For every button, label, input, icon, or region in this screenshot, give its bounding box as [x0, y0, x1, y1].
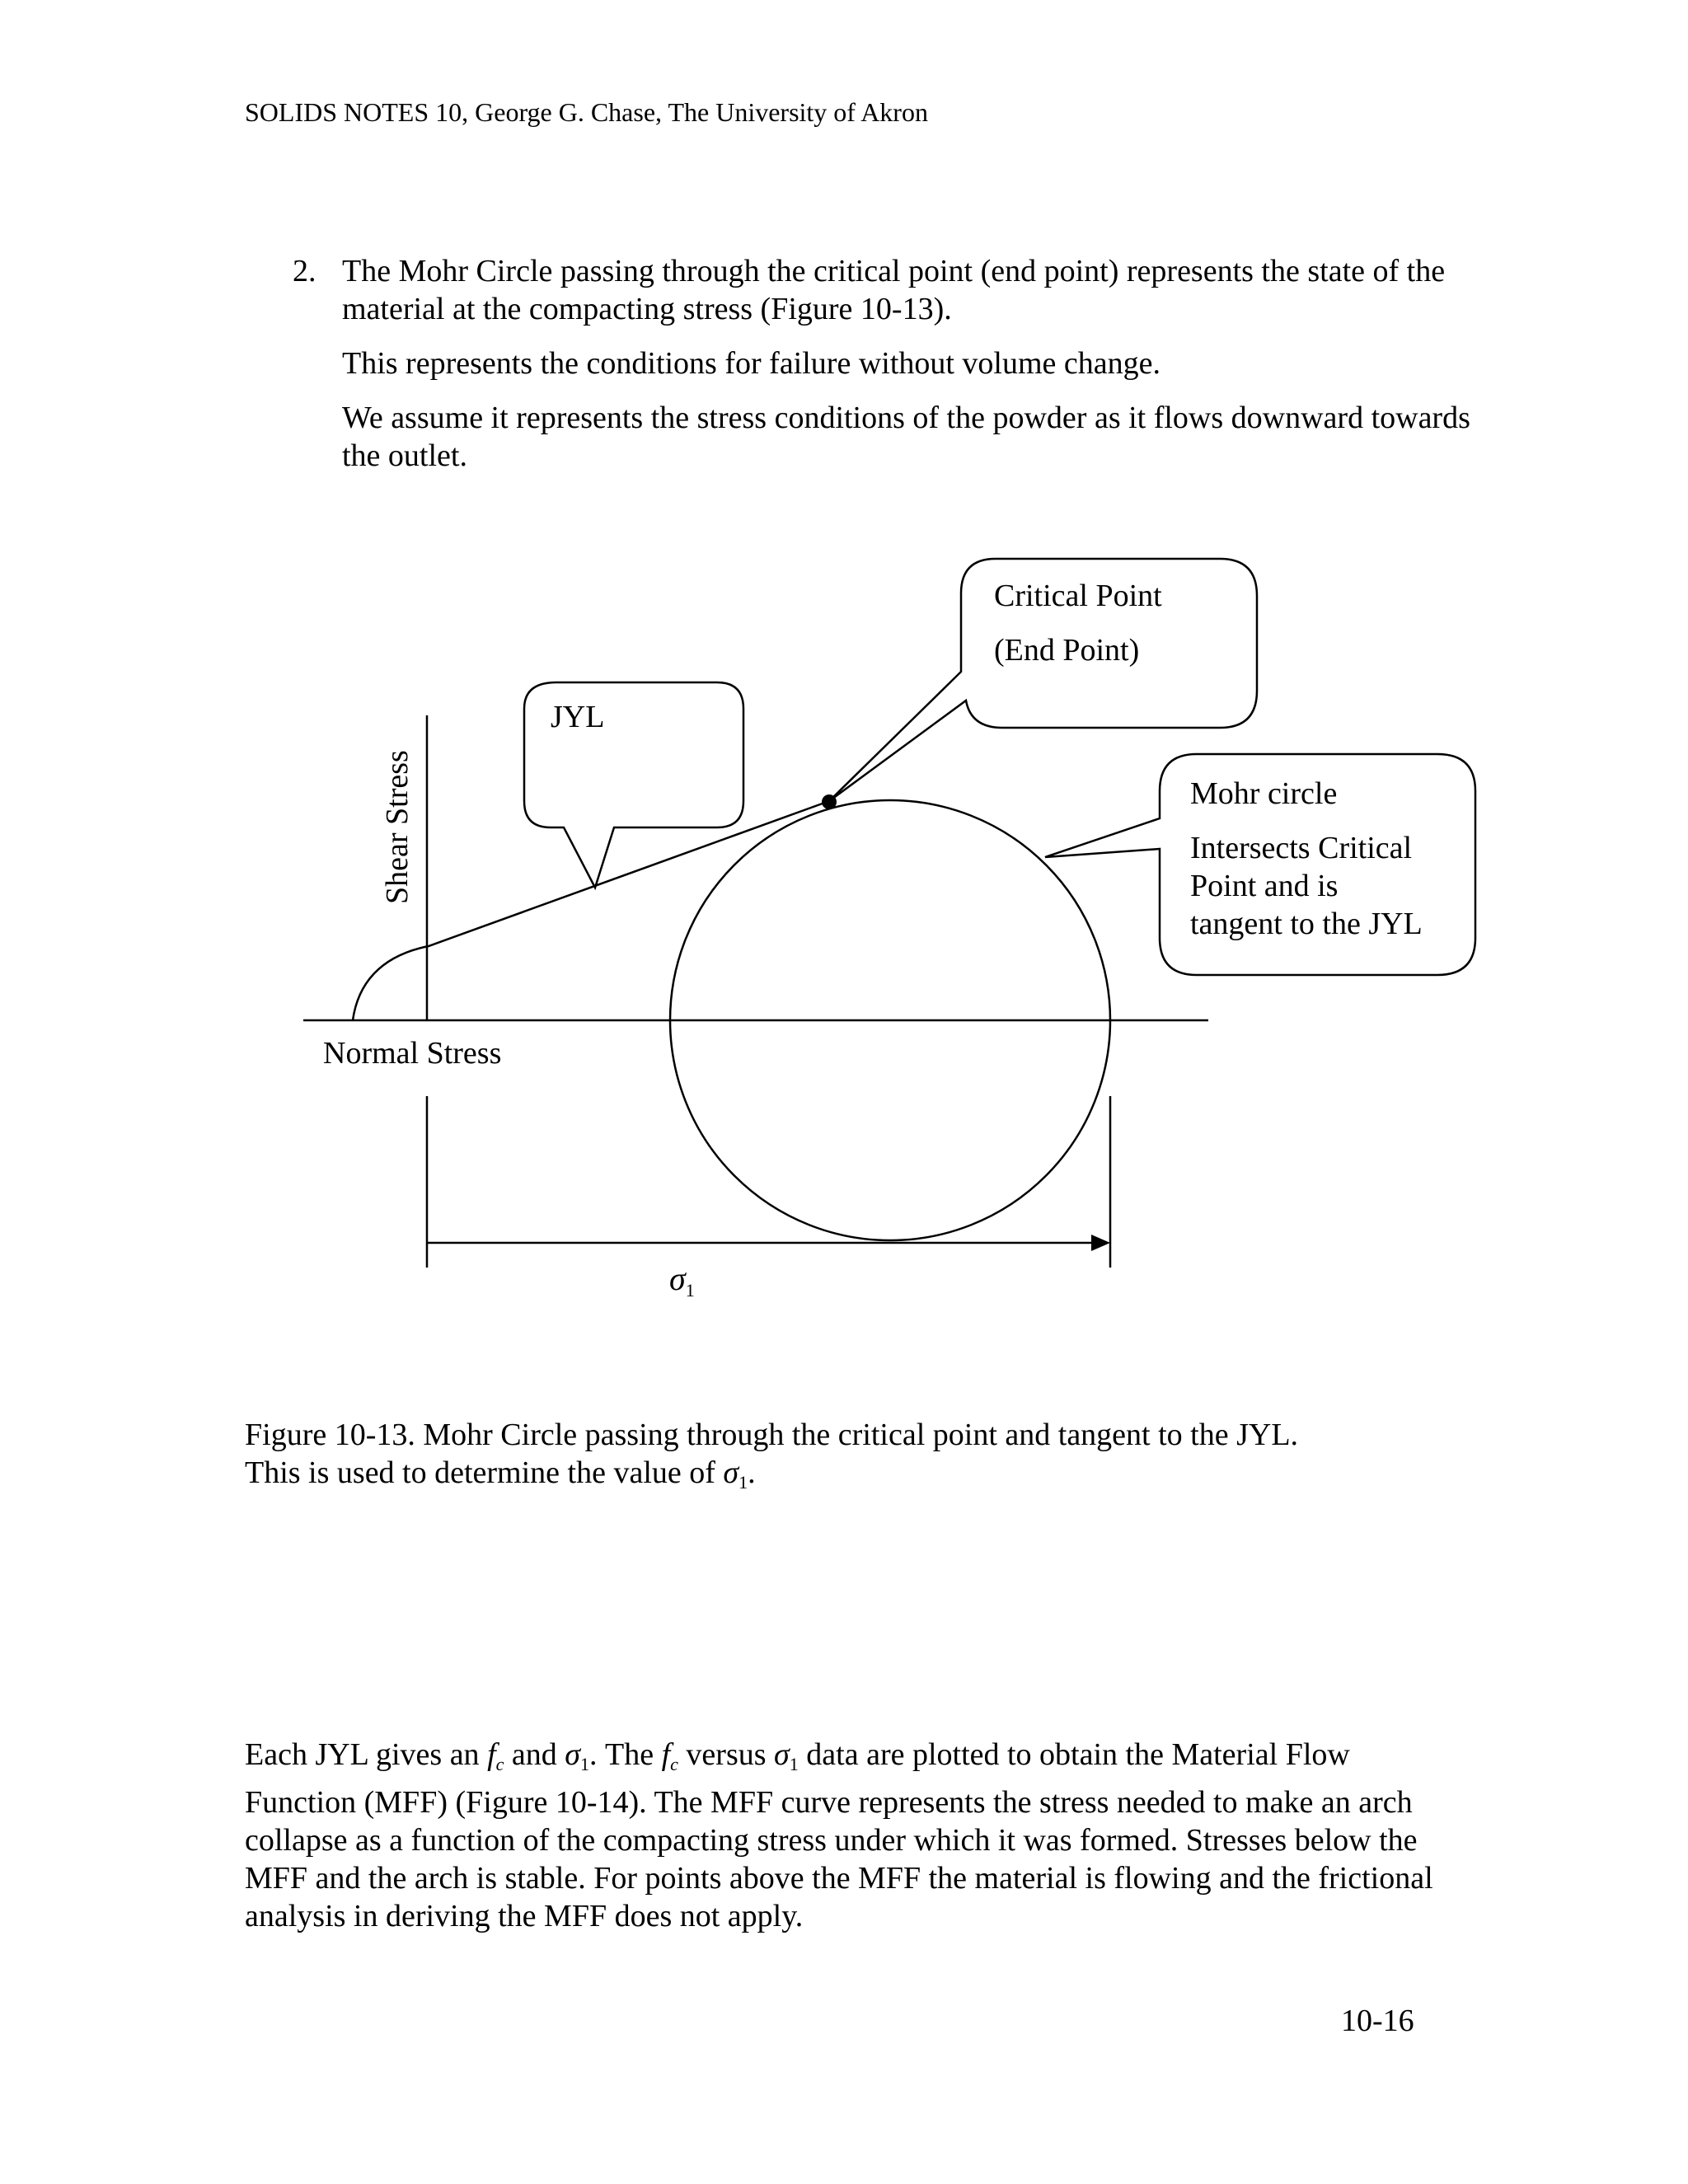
sigma1-label: $\sigma_1$ — [669, 1260, 695, 1301]
jyl-callout-label: JYL — [551, 700, 605, 734]
list-item-sentence-3: We assume it represents the stress conditions of the powder as it flows downward towards the outlet. — [342, 401, 1470, 473]
page-number: 10-16 — [1341, 2004, 1414, 2038]
mff-paragraph — [245, 1736, 1448, 1935]
figure-caption — [245, 1416, 1448, 1502]
normal-stress-label: Normal Stress — [323, 1036, 502, 1071]
sigma1-arrowhead — [1091, 1235, 1110, 1251]
caption-line-2: This is used to determine the value of $\sigma_1$. — [245, 1455, 756, 1493]
caption-line-1: Figure 10-13. Mohr Circle passing through the critical point and tangent to the JYL. — [245, 1418, 1299, 1452]
critical-callout-line2: (End Point) — [994, 633, 1140, 668]
mohr-callout-line2: Intersects Critical — [1190, 831, 1413, 865]
shear-stress-label: Shear Stress — [380, 750, 415, 904]
paragraph-text: Each JYL gives an fc and $\sigma_1$. The fc versus $\sigma_1$ data are plotted to obtain the Material Flow Function (MFF) (Figure 10-14). The MFF curve represents the stress needed to make an arch collapse as a function of the compacting stress under which it was formed. Stresses below the MFF and the arch is stable. For points above the MFF the material is flowing and the frictional analysis in deriving the MFF does not apply. — [245, 1737, 1433, 1933]
list-item-sentence-2: This represents the conditions for failure without volume change. — [342, 346, 1161, 381]
mohr-callout-line4: tangent to the JYL — [1190, 907, 1423, 941]
page-header: SOLIDS NOTES 10, George G. Chase, The University of Akron — [245, 97, 928, 127]
mohr-callout-line3: Point and is — [1190, 869, 1339, 903]
list-number: 2. — [293, 254, 316, 288]
jyl-curve — [353, 801, 829, 1020]
list-item-sentence-1: The Mohr Circle passing through the critical point (end point) represents the state of the material at the compacting stress (Figure 10-13). — [342, 254, 1446, 326]
mohr-callout-line1: Mohr circle — [1190, 776, 1338, 811]
critical-point-marker — [822, 794, 837, 809]
critical-callout-line1: Critical Point — [994, 579, 1162, 613]
